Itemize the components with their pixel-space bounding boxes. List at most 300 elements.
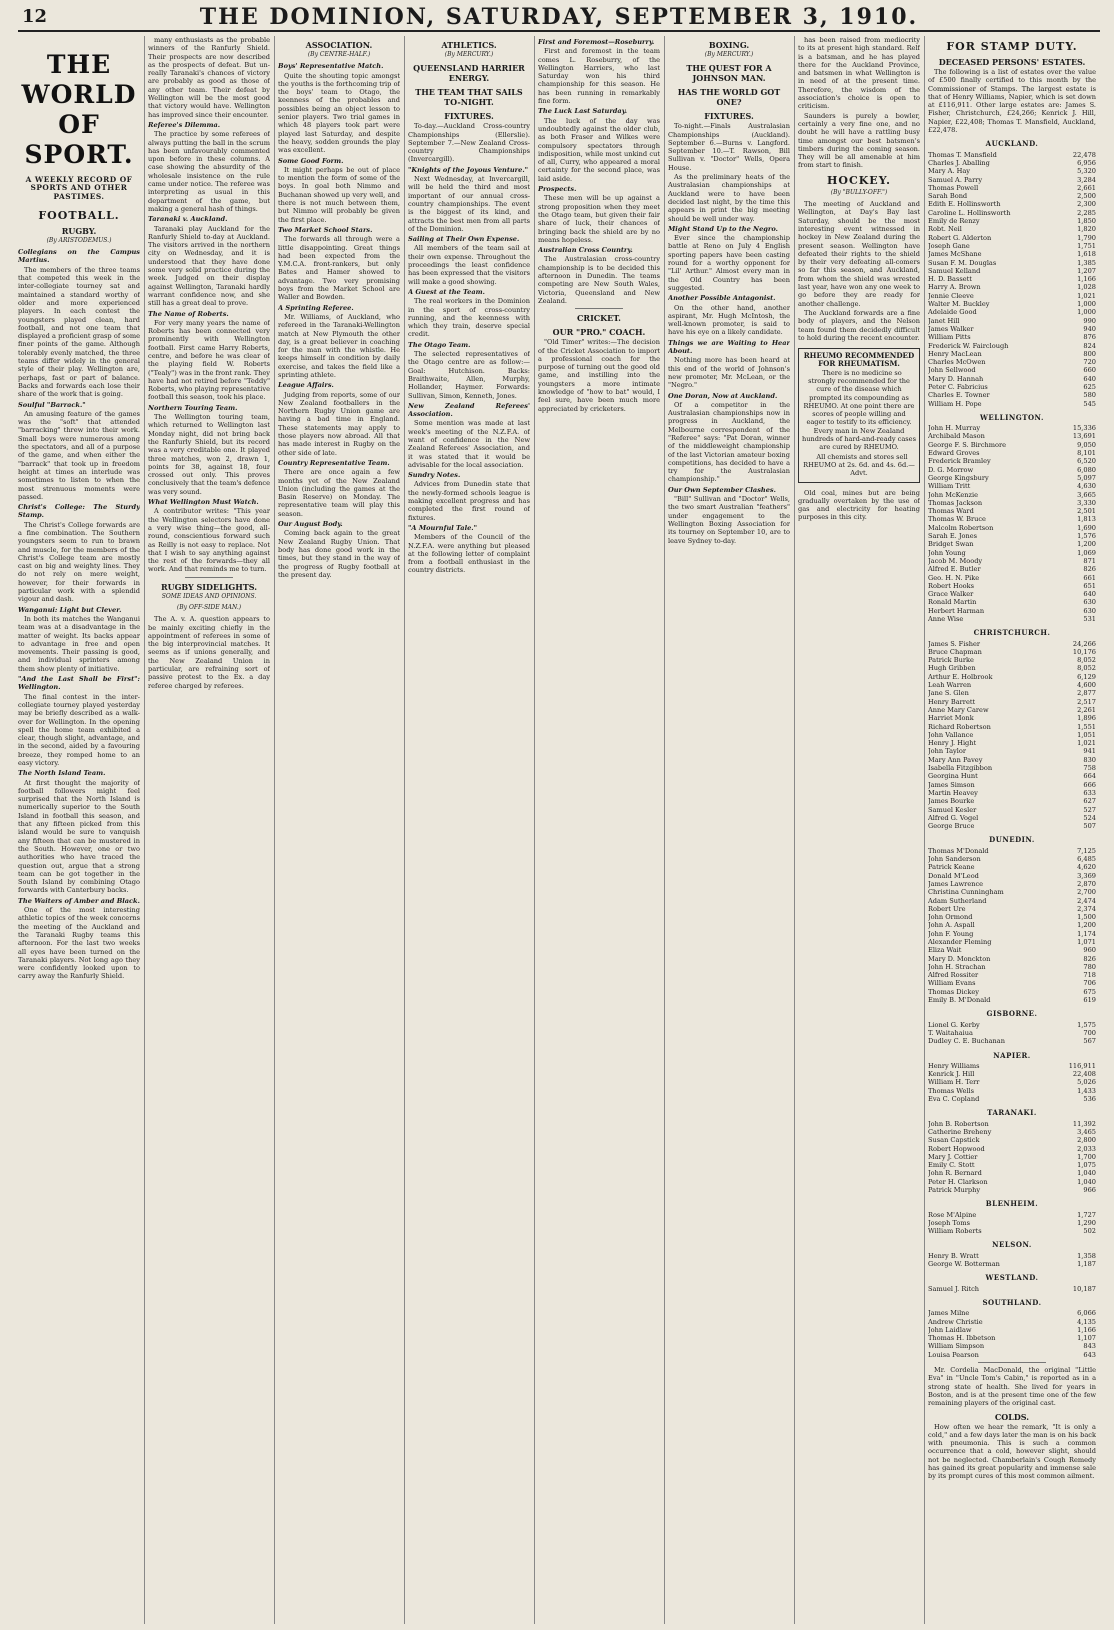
hockey-heading: HOCKEY. xyxy=(827,173,891,187)
column-2 xyxy=(148,36,270,1624)
estate-name: Grace Walker xyxy=(928,590,974,599)
subheading: The Waiters of Amber and Black. xyxy=(18,896,140,905)
estate-name: Samuel A. Parry xyxy=(928,175,983,184)
subheading: Soulful "Barrack." xyxy=(18,400,86,409)
estate-name: Archibald Mason xyxy=(928,432,985,441)
estate-name: Robert G. Alderton xyxy=(928,233,992,242)
estate-value: 630 xyxy=(1083,606,1096,615)
estate-value: 1,751 xyxy=(1077,241,1096,250)
estate-row xyxy=(928,1161,1096,1169)
estate-name: Henry B. Wratt xyxy=(928,1251,979,1260)
estate-row xyxy=(928,217,1096,225)
estate-row xyxy=(928,772,1096,780)
estate-name: Patrick Keane xyxy=(928,863,975,872)
estate-row xyxy=(928,1252,1096,1260)
column-rule xyxy=(534,36,535,1624)
estate-value: 2,261 xyxy=(1077,705,1096,714)
estate-value: 1,021 xyxy=(1077,739,1096,748)
fixtures-heading: FIXTURES. xyxy=(704,111,754,122)
estate-value: 1,040 xyxy=(1077,1169,1096,1178)
estate-row xyxy=(928,664,1096,672)
estate-value: 826 xyxy=(1083,565,1096,574)
estate-value: 780 xyxy=(1083,962,1096,971)
estate-name: Isabella Fitzgibbon xyxy=(928,764,993,773)
cricket-heading: CRICKET. xyxy=(577,313,621,324)
estate-name: Kenrick J. Hill xyxy=(928,1070,975,1079)
fixtures-text: To-night.—Finals Australasian Championships (Auckland). September 6.—Burns v. Langford. September 10.—T. Rawson, Bill Sullivan v. "Doctor" Wells, Opera House. xyxy=(668,122,790,172)
estate-name: Edith E. Hollinsworth xyxy=(928,200,1001,209)
estate-name: Catherine Breheny xyxy=(928,1127,992,1136)
article-paragraph: All members of the team sail at their own expense. Throughout the proceedings the least confidence has been expressed that the visitors will make a good showing. xyxy=(408,244,530,286)
estate-row xyxy=(928,582,1096,590)
article-paragraph: The selected representatives of the Otago centre are as follow:—Goal: Hutchison. Backs: Braithwaite, Allen, Murphy, Hollander, Haymer. Forwards: Sullivan, Simon, Kenneth, Jones. xyxy=(408,350,530,400)
estate-value: 1,069 xyxy=(1077,548,1096,557)
column-1 xyxy=(18,36,140,1624)
estate-value: 531 xyxy=(1083,615,1096,623)
estate-value: 22,478 xyxy=(1072,150,1096,159)
subheading: Things we are Waiting to Hear About. xyxy=(668,338,790,356)
estate-value: 1,040 xyxy=(1077,1177,1096,1186)
subheading: Sailing at Their Own Expense. xyxy=(408,235,520,244)
estate-value: 940 xyxy=(1083,324,1096,333)
estate-value: 8,052 xyxy=(1077,664,1096,673)
section-title: THE WORLD OF SPORT. xyxy=(21,50,137,169)
separator xyxy=(185,577,234,578)
estate-value: 871 xyxy=(1083,556,1096,565)
estate-value: 536 xyxy=(1083,1095,1096,1104)
estate-row xyxy=(928,913,1096,921)
estate-name: John H. Murray xyxy=(928,424,981,433)
estate-row xyxy=(928,946,1096,954)
estate-name: George Kingsbury xyxy=(928,473,989,482)
estate-row xyxy=(928,1318,1096,1326)
estate-row xyxy=(928,225,1096,233)
estate-name: John F. Young xyxy=(928,929,974,938)
estate-row xyxy=(928,656,1096,664)
estate-value: 1,820 xyxy=(1077,225,1096,234)
estate-name: Dudley C. E. Buchanan xyxy=(928,1037,1005,1046)
estate-name: Alfred Rossiter xyxy=(928,971,979,980)
article-paragraph: The Auckland forwards are a fine body of players, and the Nelson team found them decidedly difficult to hold during the recent encounter. xyxy=(798,308,920,342)
estate-name: Arthur E. Holbrook xyxy=(928,672,993,681)
estate-value: 24,266 xyxy=(1072,639,1096,648)
estate-row xyxy=(928,209,1096,217)
estate-value: 843 xyxy=(1083,1342,1096,1351)
region-heading: TARANAKI. xyxy=(987,1108,1037,1118)
estate-value: 13,691 xyxy=(1072,432,1096,441)
estate-row xyxy=(928,540,1096,548)
estates-tables xyxy=(928,140,1096,1359)
estate-name: Henry Williams xyxy=(928,1061,980,1070)
estate-name: John A. Aspall xyxy=(928,921,975,930)
estate-value: 2,033 xyxy=(1077,1144,1096,1153)
estate-row xyxy=(928,1309,1096,1317)
article-paragraph: On the other hand, another aspirant, Mr. Hugh McIntosh, the well-known promoter, is said to have his eye on a likely candidate. xyxy=(668,303,790,337)
estate-name: Janet Hill xyxy=(928,316,960,325)
article-paragraph: For very many years the name of Roberts has been connected very prominently with Wellington football. First came Harry Roberts, centre, and before he was clear of the playing field W. Roberts ("Tealy") was in the front rank. They have had not retired before "Teddy" Roberts, who playing representative football this season, took his place. xyxy=(148,318,270,402)
estate-row xyxy=(928,491,1096,499)
estate-row xyxy=(928,1334,1096,1342)
column-5 xyxy=(538,36,660,1624)
estate-row xyxy=(928,283,1096,291)
estate-value: 1,107 xyxy=(1077,1334,1096,1343)
estate-value: 2,285 xyxy=(1077,208,1096,217)
subheading: Boys' Representative Match. xyxy=(278,62,384,71)
estate-row xyxy=(928,375,1096,383)
estate-row xyxy=(928,557,1096,565)
stamp-duty-sub: DECEASED PERSONS' ESTATES. xyxy=(938,57,1086,67)
estate-row xyxy=(928,996,1096,1004)
estate-name: Hugh Gribben xyxy=(928,664,976,673)
estate-name: John Sellwood xyxy=(928,366,976,375)
estate-name: Jacob M. Moody xyxy=(928,556,983,565)
estate-row xyxy=(928,565,1096,573)
estate-value: 640 xyxy=(1083,374,1096,383)
estate-row xyxy=(928,673,1096,681)
estate-row xyxy=(928,971,1096,979)
cricket-sub: OUR "PRO." COACH. xyxy=(552,327,646,338)
estate-value: 2,700 xyxy=(1077,888,1096,897)
subheading: Two Market School Stars. xyxy=(278,225,373,234)
estate-value: 2,517 xyxy=(1077,697,1096,706)
article-paragraph: Coming back again to the great New Zealand Rugby Union. That body has done good work in the times, but they stand in the way of the progress of Rugby football at the present day. xyxy=(278,529,400,579)
article-paragraph: As the preliminary heats of the Australasian championships at Auckland were to have been decided last night, by the time this appears in print the big meeting should be well under way. xyxy=(668,173,790,223)
estate-name: Thomas Dickey xyxy=(928,987,979,996)
estate-name: George Bruce xyxy=(928,822,975,831)
column-6 xyxy=(668,36,790,1624)
estate-value: 627 xyxy=(1083,797,1096,806)
estate-value: 567 xyxy=(1083,1037,1096,1046)
estate-value: 6,520 xyxy=(1077,457,1096,466)
subheading: Another Possible Antagonist. xyxy=(668,294,776,303)
article-paragraph: Ever since the championship battle at Reno on July 4 English sporting papers have been casting round for a worthy opponent for "Lil' Arthur." Almost every man in the Old Country has been suggested. xyxy=(668,234,790,292)
estate-value: 1,700 xyxy=(1077,1152,1096,1161)
estate-row xyxy=(928,457,1096,465)
region-heading: BLENHEIM. xyxy=(985,1199,1039,1209)
estate-value: 2,501 xyxy=(1077,507,1096,516)
estate-value: 116,911 xyxy=(1068,1061,1096,1070)
subheading: Sundry Notes. xyxy=(408,471,461,480)
estate-value: 800 xyxy=(1083,349,1096,358)
estate-row xyxy=(928,400,1096,408)
estate-name: Henry MacLean xyxy=(928,349,982,358)
estate-value: 15,336 xyxy=(1072,424,1096,433)
estate-name: Lionel G. Kerby xyxy=(928,1020,980,1029)
estate-row xyxy=(928,723,1096,731)
estate-name: Samuel Kelland xyxy=(928,266,981,275)
estate-name: William Roberts xyxy=(928,1227,982,1236)
estate-name: Robert Ure xyxy=(928,904,966,913)
article-paragraph: The meeting of Auckland and Wellington, at Day's Bay last Saturday, should be the most interesting event witnessed in hockey in New Zealand during the present season. Wellington have defeated their rights to the shield by their very defeating all-comers so far this season, and Auckland, from whom the shield was wrested last year, have won any one week to go before they are ready for another challenge. xyxy=(798,200,920,308)
subheading: The North Island Team. xyxy=(18,769,106,778)
estate-value: 545 xyxy=(1083,399,1096,408)
article-paragraph: At first thought the majority of football followers might feel surprised that the North Island is numerically superior to the South Island in football this season, and that any fifteen picked from this island would be sure to vanquish any fifteen that can be mustered in the South. However, one or two authorities who have traced the question out, argue that a strong team can be got together in the South Island by combining Otago forwards with Canterbury backs. xyxy=(18,778,140,895)
estate-name: William H. Terr xyxy=(928,1078,980,1087)
estate-row xyxy=(928,515,1096,523)
estate-name: John B. Robertson xyxy=(928,1119,989,1128)
estate-row xyxy=(928,822,1096,830)
estate-name: Joseph Gane xyxy=(928,241,970,250)
subheading: A Sprinting Referee. xyxy=(278,303,354,312)
estate-row xyxy=(928,1037,1096,1045)
estate-row xyxy=(928,814,1096,822)
estate-value: 2,870 xyxy=(1077,879,1096,888)
region-heading: NELSON. xyxy=(992,1240,1032,1250)
estate-row xyxy=(928,872,1096,880)
article-paragraph: In both its matches the Wanganui team was at a disadvantage in the matter of weight. Its backs appear to advantage in free and open movements. Their passing is good, and individual sprinters among them show plenty of initiative. xyxy=(18,614,140,673)
estate-name: Geo. H. N. Pike xyxy=(928,573,980,582)
estate-row xyxy=(928,167,1096,175)
estate-name: Martin Heavey xyxy=(928,788,978,797)
estate-name: Sarah E. Jones xyxy=(928,532,978,541)
article-paragraph: The real workers in the Dominion in the sport of cross-country running, and the keenness with which they train, deserve special credit. xyxy=(408,297,530,339)
article-paragraph: Judging from reports, some of our New Zealand footballers in the Northern Rugby Union game are having a bad time in England. These statements may apply to those players now abroad. All that has made interest in Rugby on the other side of late. xyxy=(278,390,400,457)
estate-name: Louisa Pearson xyxy=(928,1350,979,1359)
estate-row xyxy=(928,499,1096,507)
estate-value: 1,200 xyxy=(1077,921,1096,930)
estate-value: 941 xyxy=(1083,747,1096,756)
estate-name: James Bourke xyxy=(928,797,975,806)
estate-row xyxy=(928,1211,1096,1219)
estate-row xyxy=(928,1153,1096,1161)
estate-row xyxy=(928,847,1096,855)
estate-row xyxy=(928,747,1096,755)
estate-row xyxy=(928,507,1096,515)
estate-name: Peter H. Clarkson xyxy=(928,1177,988,1186)
boxing-heading: BOXING. xyxy=(708,40,750,50)
estate-value: 619 xyxy=(1083,996,1096,1005)
estate-row xyxy=(928,1351,1096,1359)
estate-row xyxy=(928,607,1096,615)
estate-value: 6,956 xyxy=(1077,158,1096,167)
article-paragraph: The forwards all through were a little disappointing. Great things had been expected from the Y.M.C.A. front-rankers, but only Bates and Hamer showed to advantage. Two very promising boys from the Market School are Waller and Bowden. xyxy=(278,235,400,302)
byline: (By "BULLY-OFF.") xyxy=(830,188,888,196)
estate-name: Harriet Monk xyxy=(928,714,974,723)
article-paragraph: The Wellington touring team, which returned to Wellington last Monday night, did not bring back the Ranfurly Shield, but its record was a very creditable one. It played three matches, won 2, drawn 1, points for 38, against 18, four crossed out only. This proves conclusively that the team's defence was very sound. xyxy=(148,413,270,496)
estate-row xyxy=(928,1169,1096,1177)
estate-row xyxy=(928,1186,1096,1194)
estate-name: Thomas M'Donald xyxy=(928,846,989,855)
estate-name: Jennie Cleeve xyxy=(928,291,974,300)
estate-value: 640 xyxy=(1083,590,1096,599)
article-paragraph: "Bill" Sullivan and "Doctor" Wells, the two smart Australian "feathers" under engagement to the Wellington Boxing Association for its tourney on September 10, are to leave Sydney to-day. xyxy=(668,495,790,545)
estate-row xyxy=(928,1062,1096,1070)
estate-name: Anne Mary Carew xyxy=(928,705,989,714)
column-rule xyxy=(794,36,795,1624)
estate-name: John Vallance xyxy=(928,730,974,739)
estate-row xyxy=(928,482,1096,490)
estate-name: Frederick W. Fairclough xyxy=(928,341,1009,350)
estate-value: 830 xyxy=(1083,755,1096,764)
estate-value: 2,877 xyxy=(1077,689,1096,698)
subheading: Christ's College: The Sturdy Stamp. xyxy=(18,503,140,520)
estate-value: 1,075 xyxy=(1077,1161,1096,1170)
subheading: Prospects. xyxy=(538,185,577,194)
subheading: Some Good Form. xyxy=(278,156,344,165)
estate-value: 2,374 xyxy=(1077,904,1096,913)
estate-value: 9,050 xyxy=(1077,440,1096,449)
estate-name: Eva C. Copland xyxy=(928,1095,980,1104)
article-paragraph: These men will be up against a strong proposition when they meet the Otago team, but given their fair share of luck, their chances of bringing back the shield are by no means hopeless. xyxy=(538,194,660,244)
estate-value: 1,174 xyxy=(1077,929,1096,938)
estate-value: 527 xyxy=(1083,805,1096,814)
estate-name: Herbert Harman xyxy=(928,606,985,615)
estate-row xyxy=(928,1128,1096,1136)
estate-name: Anne Wise xyxy=(928,615,964,623)
estate-name: Samuel Kesler xyxy=(928,805,977,814)
subheading: Taranaki v. Auckland. xyxy=(148,215,228,224)
sidelights-heading: RUGBY SIDELIGHTS. xyxy=(160,581,258,592)
estate-value: 1,290 xyxy=(1077,1218,1096,1227)
estate-name: Mary A. Hay xyxy=(928,167,971,176)
article-paragraph: The final contest in the inter-collegiate tourney played yesterday may be briefly described as a walk-over for Wellington. In the opening spell the home team exhibited a clear, though slight, advantage, and in the second, aided by a favouring breeze, they romped home to an easy victory. xyxy=(18,692,140,767)
estate-value: 1,896 xyxy=(1077,714,1096,723)
estate-row xyxy=(928,292,1096,300)
estate-value: 664 xyxy=(1083,772,1096,781)
estate-value: 1,166 xyxy=(1077,1325,1096,1334)
estate-row xyxy=(928,706,1096,714)
estate-value: 758 xyxy=(1083,764,1096,773)
estate-value: 6,080 xyxy=(1077,465,1096,474)
estate-row xyxy=(928,358,1096,366)
estate-row xyxy=(928,1227,1096,1235)
estate-value: 11,392 xyxy=(1072,1119,1096,1128)
estate-name: Edward Groves xyxy=(928,449,980,458)
estate-name: William Simpson xyxy=(928,1342,985,1351)
estate-name: Mary J. Cottier xyxy=(928,1152,978,1161)
estate-name: Jane S. Glen xyxy=(928,689,969,698)
estate-value: 826 xyxy=(1083,954,1096,963)
estate-value: 1,200 xyxy=(1077,540,1096,549)
estate-value: 1,433 xyxy=(1077,1086,1096,1095)
estate-name: Thomas Jackson xyxy=(928,498,983,507)
estate-value: 5,097 xyxy=(1077,473,1096,482)
estate-row xyxy=(928,1260,1096,1268)
section-subtitle: A WEEKLY RECORD OF SPORTS AND OTHER PASTIMES. xyxy=(25,175,133,201)
estate-row xyxy=(928,432,1096,440)
estate-name: Frederick Bramley xyxy=(928,457,991,466)
boxing-sub: THE QUEST FOR A JOHNSON MAN. xyxy=(686,63,772,84)
estate-name: Charles McOwen xyxy=(928,358,986,367)
estate-row xyxy=(928,739,1096,747)
estate-name: Joseph Toms xyxy=(928,1218,970,1227)
estate-row xyxy=(928,532,1096,540)
estate-row xyxy=(928,855,1096,863)
subheading: Might Stand Up to the Negro. xyxy=(668,224,778,233)
estate-row xyxy=(928,988,1096,996)
estate-name: Thomas W. Bruce xyxy=(928,515,986,524)
estate-row xyxy=(928,474,1096,482)
rheumo-advertisement xyxy=(798,348,920,482)
estate-value: 2,661 xyxy=(1077,183,1096,192)
estate-name: T. Waitahaiua xyxy=(928,1028,973,1037)
estate-value: 1,166 xyxy=(1077,275,1096,284)
article-paragraph: The following is a list of estates over the value of £500 finally certified to this month by the Commissioner of Stamps. The largest estate is that of Henry Williams, Napier, which is set down at £116,911. Other large estates are: James S. Fisher, Christchurch, £24,266; Kenrick J. Hill, Napier, £22,408; Thomas T. Mansfield, Auckland, £22,478. xyxy=(928,68,1096,135)
estate-row xyxy=(928,1070,1096,1078)
estate-row xyxy=(928,300,1096,308)
fixtures-text: To-day.—Auckland Cross-country Championships (Ellerslie). September 7.—New Zealand Cross-country Championships (Invercargill). xyxy=(408,122,530,164)
page-number: 12 xyxy=(22,6,48,27)
estate-value: 706 xyxy=(1083,979,1096,988)
estate-value: 502 xyxy=(1083,1227,1096,1236)
estate-row xyxy=(928,441,1096,449)
estate-row xyxy=(928,1095,1096,1103)
estate-value: 1,000 xyxy=(1077,308,1096,317)
article-paragraph: Taranaki play Auckland for the Ranfurly Shield to-day at Auckland. The visitors arrived in the northern city on Wednesday, and it is understood that they have done some very solid practice during the week. Judged on their display against Wellington, Taranaki hardly warrant confidence now, and she still has a great deal to prove. xyxy=(148,224,270,308)
estate-value: 5,320 xyxy=(1077,167,1096,176)
estate-name: John H. Strachan xyxy=(928,962,986,971)
estate-row xyxy=(928,333,1096,341)
estate-row xyxy=(928,259,1096,267)
boxing-sub: HAS THE WORLD GOT ONE? xyxy=(677,87,781,108)
estate-value: 630 xyxy=(1083,598,1096,607)
estate-value: 5,026 xyxy=(1077,1078,1096,1087)
estate-name: John Young xyxy=(928,548,966,557)
estate-value: 8,052 xyxy=(1077,656,1096,665)
region-heading: DUNEDIN. xyxy=(989,835,1035,845)
estate-value: 700 xyxy=(1083,1028,1096,1037)
separator xyxy=(575,308,624,309)
estate-name: George W. Botterman xyxy=(928,1260,1000,1269)
byline: (By MERCURY.) xyxy=(444,51,494,58)
estate-value: 1,500 xyxy=(1077,913,1096,922)
estate-row xyxy=(928,1326,1096,1334)
region-heading: AUCKLAND. xyxy=(985,139,1039,149)
estate-name: John Sanderson xyxy=(928,855,981,864)
subheading: The Luck Last Saturday. xyxy=(538,107,628,116)
estate-row xyxy=(928,1219,1096,1227)
article-paragraph: Members of the Council of the N.Z.F.A. were anything but pleased at the following letter of complaint from a football enthusiast in the country districts. xyxy=(408,533,530,575)
estate-name: John Taylor xyxy=(928,747,966,756)
estate-value: 1,071 xyxy=(1077,937,1096,946)
article-paragraph: How often we hear the remark, "It is only a cold," and a few days later the man is on his back with pneumonia. This is such a common occurrence that a cold, however slight, should not be neglected. Chamberlain's Cough Remedy has gained its great popularity and immense sale by its prompt cures of this most common ailment. xyxy=(928,1422,1096,1481)
estate-value: 3,465 xyxy=(1077,1127,1096,1136)
estate-row xyxy=(928,1285,1096,1293)
estate-value: 824 xyxy=(1083,341,1096,350)
estate-row xyxy=(928,325,1096,333)
estate-row xyxy=(928,524,1096,532)
region-heading: WESTLAND. xyxy=(985,1273,1039,1283)
ad-heading: RHEUMO RECOMMENDED FOR RHEUMATISM. xyxy=(803,351,915,369)
estate-value: 10,187 xyxy=(1072,1284,1096,1293)
article-paragraph: many enthusiasts as the probable winners of the Ranfurly Shield. Their prospects are now described as the prospects of defeat. But un-really Taranaki's chances of victory are probably as good as those of any other team. Their defeat by Wellington will be the most good that victory would have. Wellington has improved since their encounter. xyxy=(148,36,270,119)
estate-value: 1,618 xyxy=(1077,250,1096,259)
estate-name: John Laidlaw xyxy=(928,1325,972,1334)
estate-name: William Pitts xyxy=(928,333,971,342)
estate-row xyxy=(928,549,1096,557)
estate-name: H. D. Bassett xyxy=(928,275,972,284)
estate-value: 8,101 xyxy=(1077,449,1096,458)
estate-name: Robert Hopwood xyxy=(928,1144,985,1153)
byline: (By CENTRE-HALF.) xyxy=(307,51,371,58)
estate-value: 2,500 xyxy=(1077,192,1096,201)
estate-row xyxy=(928,159,1096,167)
estate-value: 1,813 xyxy=(1077,515,1096,524)
article-paragraph: Next Wednesday, at Invercargill, will be held the third and most important of our annual cross-country championships. The event is the biggest of its kind, and attracts the best men from all parts of the Dominion. xyxy=(408,175,530,233)
estate-value: 2,474 xyxy=(1077,896,1096,905)
estate-row xyxy=(928,466,1096,474)
estate-name: Thomas Powell xyxy=(928,183,979,192)
region-heading: CHRISTCHURCH. xyxy=(973,628,1051,638)
estate-row xyxy=(928,731,1096,739)
estate-row xyxy=(928,648,1096,656)
estate-name: William Tritt xyxy=(928,482,971,491)
estate-row xyxy=(928,151,1096,159)
estate-name: Christina Cunningham xyxy=(928,888,1004,897)
subheading: Northern Touring Team. xyxy=(148,403,238,412)
estate-name: Charles J. Aballing xyxy=(928,158,990,167)
subheading: Our August Body. xyxy=(278,520,343,529)
